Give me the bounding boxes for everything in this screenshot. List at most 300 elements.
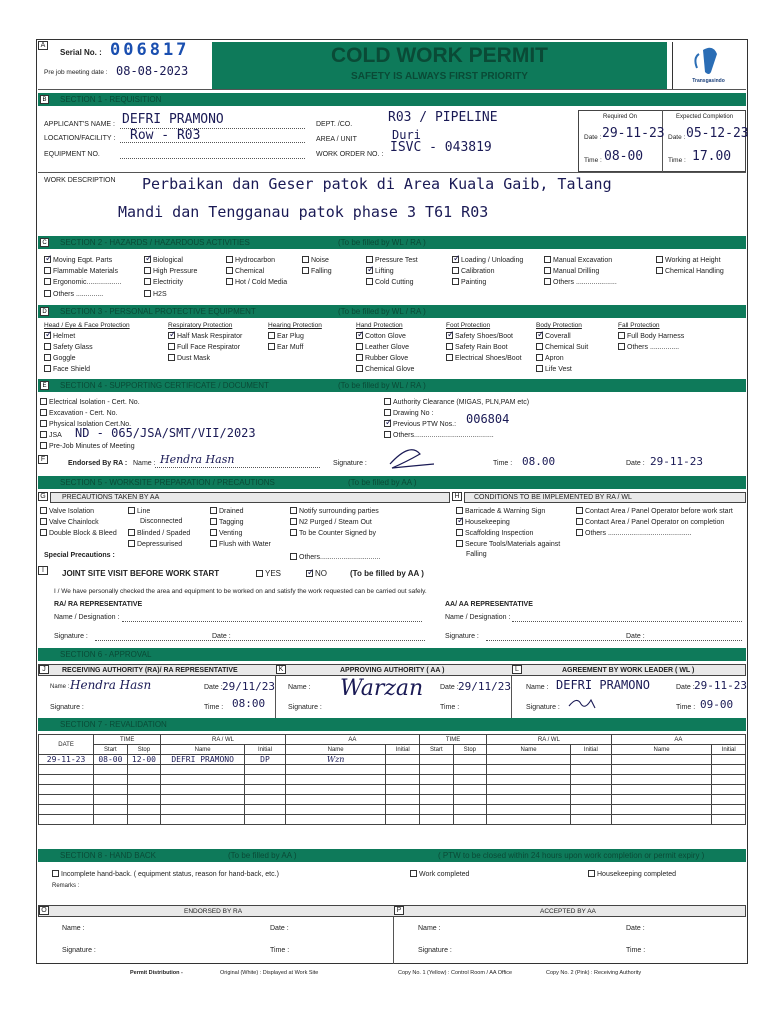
- area-label: AREA / UNIT: [316, 136, 357, 143]
- condition-item[interactable]: [576, 529, 692, 537]
- ppe-item-checkbox[interactable]: [356, 332, 363, 339]
- hazard-item-checkbox[interactable]: [366, 256, 373, 263]
- ppe-item[interactable]: [446, 343, 508, 351]
- hazard-item-checkbox[interactable]: [452, 267, 459, 274]
- hazard-item-label: Others .....................: [553, 279, 617, 286]
- hazard-item-checkbox[interactable]: [226, 267, 233, 274]
- doc-item-checkbox[interactable]: [40, 409, 47, 416]
- doc-item[interactable]: [384, 398, 529, 406]
- precaution-item-checkbox[interactable]: [290, 553, 297, 560]
- precaution-item-checkbox[interactable]: [128, 529, 135, 536]
- letter-c: C: [40, 238, 49, 247]
- section7-title: SECTION 7 - REVALIDATION: [60, 720, 167, 729]
- ppe-item-checkbox[interactable]: [356, 354, 363, 361]
- condition-item-label: Others ...........................................: [585, 530, 692, 537]
- hazard-item[interactable]: [44, 256, 112, 264]
- hazard-item-checkbox[interactable]: [144, 290, 151, 297]
- ppe-item[interactable]: [536, 343, 588, 351]
- equipment-label: EQUIPMENT NO.: [44, 151, 100, 158]
- hazard-item-checkbox[interactable]: [302, 256, 309, 263]
- doc-item-label: Authority Clearance (MIGAS, PLN,PAM etc): [393, 399, 530, 406]
- rev-cell: [386, 775, 420, 785]
- work-desc-label: WORK DESCRIPTION: [44, 177, 116, 184]
- ppe-item[interactable]: [268, 343, 303, 351]
- hazard-item-label: Loading / Unloading: [461, 257, 524, 264]
- rev-cell: [570, 765, 611, 775]
- condition-item[interactable]: [456, 507, 545, 515]
- ppe-item-checkbox[interactable]: [536, 365, 543, 372]
- hazard-item-label: Lifting: [375, 268, 394, 275]
- exp-time-label: Time :: [668, 157, 686, 164]
- work-completed-option[interactable]: [410, 870, 469, 878]
- logo-text: Transgasindo: [692, 78, 725, 84]
- section2-bar: [38, 236, 746, 249]
- hazard-item[interactable]: [452, 256, 523, 264]
- hazard-item[interactable]: [656, 256, 721, 264]
- housekeeping-checkbox[interactable]: [588, 870, 595, 877]
- precaution-item-checkbox[interactable]: [210, 507, 217, 514]
- precaution-item-checkbox[interactable]: [290, 507, 297, 514]
- hazard-item[interactable]: [44, 278, 121, 286]
- ppe-item[interactable]: [44, 332, 75, 340]
- ac-time-label: Time :: [626, 947, 646, 954]
- hazard-item[interactable]: [366, 267, 394, 275]
- rev-cell: [39, 795, 94, 805]
- rev-cell: [453, 815, 487, 825]
- req-time-label: Time :: [584, 157, 602, 164]
- ppe-item-checkbox[interactable]: [536, 332, 543, 339]
- rev-col-head: Stop: [453, 745, 487, 755]
- precaution-item[interactable]: [290, 518, 372, 526]
- hazard-item-checkbox[interactable]: [302, 267, 309, 274]
- applicant-value: DEFRI PRAMONO: [122, 112, 224, 127]
- wl-signature-icon: [566, 696, 598, 712]
- hazard-item[interactable]: [544, 256, 612, 264]
- ppe-item-checkbox[interactable]: [44, 365, 51, 372]
- ac-date-label: Date :: [626, 925, 645, 932]
- hazard-item-checkbox[interactable]: [144, 267, 151, 274]
- work-completed-checkbox[interactable]: [410, 870, 417, 877]
- remarks-label: Remarks :: [52, 883, 80, 889]
- ppe-item[interactable]: [268, 332, 304, 340]
- req-time-value: 08-00: [604, 149, 644, 164]
- precaution-item[interactable]: [128, 507, 150, 515]
- rev-time-head: TIME: [420, 735, 487, 745]
- condition-item-checkbox[interactable]: [576, 507, 583, 514]
- hazard-item-checkbox[interactable]: [144, 256, 151, 263]
- endorsed-date-label: Date :: [626, 460, 645, 467]
- hazard-item[interactable]: [452, 278, 486, 286]
- rev-cell: [285, 775, 386, 785]
- hazard-item-checkbox[interactable]: [544, 278, 551, 285]
- condition-item-checkbox[interactable]: [456, 518, 463, 525]
- required-divider: [662, 110, 663, 172]
- ppe-group-head: Head / Eye & Face Protection: [44, 322, 130, 329]
- doc-item[interactable]: [40, 431, 62, 439]
- rev-cell: [285, 785, 386, 795]
- hazard-item[interactable]: [226, 278, 287, 286]
- ppe-item-label: Life Vest: [545, 366, 572, 373]
- hazard-item[interactable]: [302, 256, 329, 264]
- no-option[interactable]: [306, 569, 327, 578]
- precaution-item[interactable]: [40, 507, 94, 515]
- rev-cell: [453, 795, 487, 805]
- ppe-item[interactable]: [536, 354, 564, 362]
- precaution-item-checkbox[interactable]: [40, 529, 47, 536]
- hazard-item[interactable]: [366, 256, 418, 264]
- hazard-item-checkbox[interactable]: [452, 256, 459, 263]
- section5-note: (To be filled by AA ): [348, 478, 417, 487]
- yes-checkbox[interactable]: [256, 570, 263, 577]
- ppe-item-checkbox[interactable]: [268, 343, 275, 350]
- rev-cell: [386, 765, 420, 775]
- ppe-item-label: Goggle: [53, 355, 76, 362]
- precaution-item[interactable]: [210, 507, 244, 515]
- ppe-item[interactable]: [536, 365, 572, 373]
- hazard-item-checkbox[interactable]: [452, 278, 459, 285]
- k-title: APPROVING AUTHORITY ( AA ): [340, 667, 445, 674]
- precaution-item-checkbox[interactable]: [210, 529, 217, 536]
- ppe-item-label: Electrical Shoes/Boot: [455, 355, 522, 362]
- ra-sig-label: Signature :: [54, 633, 88, 640]
- no-checkbox[interactable]: [306, 570, 313, 577]
- aa-date-label: Date :: [440, 684, 459, 691]
- aa-date: 29/11/23: [458, 680, 511, 693]
- rev-cell: [386, 815, 420, 825]
- hazard-item-label: Pressure Test: [375, 257, 418, 264]
- doc-item-checkbox[interactable]: [384, 409, 391, 416]
- precaution-item-checkbox[interactable]: [290, 518, 297, 525]
- ho-sig-label: Signature :: [62, 947, 96, 954]
- ppe-item-checkbox[interactable]: [168, 354, 175, 361]
- rev-cell: [245, 805, 286, 815]
- handback-header: [38, 905, 746, 917]
- hazard-item-checkbox[interactable]: [656, 267, 663, 274]
- precaution-item[interactable]: [210, 529, 242, 537]
- doc-item-checkbox[interactable]: [40, 442, 47, 449]
- doc-item-checkbox[interactable]: [384, 398, 391, 405]
- hazard-item-checkbox[interactable]: [44, 256, 51, 263]
- rev-cell: [420, 765, 454, 775]
- rev-cell: [161, 795, 245, 805]
- ppe-item-checkbox[interactable]: [356, 365, 363, 372]
- rev-cell: [420, 775, 454, 785]
- condition-item-label: Housekeeping: [465, 519, 510, 526]
- condition-item-checkbox[interactable]: [576, 518, 583, 525]
- ppe-item[interactable]: [356, 354, 408, 362]
- ra-sig-line: [95, 640, 425, 641]
- condition-item-checkbox[interactable]: [456, 529, 463, 536]
- ppe-item-checkbox[interactable]: [446, 343, 453, 350]
- rev-cell: 12-00: [127, 755, 161, 765]
- hazard-item-checkbox[interactable]: [544, 256, 551, 263]
- precaution-item-checkbox[interactable]: [210, 540, 217, 547]
- section6-bar: [38, 648, 746, 661]
- condition-item-checkbox[interactable]: [576, 529, 583, 536]
- rev-cell: [285, 805, 386, 815]
- letter-o: O: [39, 906, 49, 915]
- ppe-item[interactable]: [44, 343, 93, 351]
- dept-label: DEPT. /CO.: [316, 121, 353, 128]
- applicant-label: APPLICANT'S NAME :: [44, 121, 115, 128]
- hazard-item[interactable]: [302, 267, 332, 275]
- condition-item[interactable]: [456, 540, 560, 548]
- hazard-item-checkbox[interactable]: [226, 278, 233, 285]
- precaution-item-label: Blinded / Spaded: [137, 530, 191, 537]
- ppe-item-checkbox[interactable]: [536, 343, 543, 350]
- incomplete-option[interactable]: [52, 870, 279, 878]
- incomplete-checkbox[interactable]: [52, 870, 59, 877]
- ppe-group-head: Foot Protection: [446, 322, 491, 329]
- ppe-item[interactable]: [618, 332, 684, 340]
- aa-time-label: Time :: [440, 704, 460, 711]
- precaution-item[interactable]: [210, 518, 244, 526]
- condition-item[interactable]: [576, 518, 724, 526]
- rev-cell: [245, 775, 286, 785]
- hazard-item-checkbox[interactable]: [44, 278, 51, 285]
- hazard-item[interactable]: [44, 290, 103, 298]
- ac-sig-label: Signature :: [418, 947, 452, 954]
- hazard-item-checkbox[interactable]: [366, 278, 373, 285]
- doc-item-label: Physical Isolation Cert.No.: [49, 421, 132, 428]
- ppe-item[interactable]: [356, 365, 414, 373]
- doc-item-checkbox[interactable]: [384, 431, 391, 438]
- hazard-item[interactable]: [144, 278, 183, 286]
- precaution-item[interactable]: [290, 507, 379, 515]
- precaution-item[interactable]: [290, 529, 376, 537]
- rev-cell: [127, 765, 161, 775]
- divider: [38, 89, 746, 90]
- hazard-item-label: Others ..............: [53, 291, 104, 298]
- transgasindo-logo-icon: [673, 42, 745, 76]
- precaution-item-checkbox[interactable]: [128, 540, 135, 547]
- letter-e: E: [40, 381, 49, 390]
- h-title: CONDITIONS TO BE IMPLEMENTED BY RA / WL: [474, 494, 632, 501]
- ppe-item-checkbox[interactable]: [168, 332, 175, 339]
- precaution-item-checkbox[interactable]: [128, 507, 135, 514]
- doc-item-label: Drawing No :: [393, 410, 434, 417]
- ppe-item-checkbox[interactable]: [618, 332, 625, 339]
- rev-cell: [611, 765, 712, 775]
- rev-time-head: TIME: [94, 735, 161, 745]
- rev-cell: [453, 765, 487, 775]
- precaution-item-checkbox[interactable]: [290, 529, 297, 536]
- hazard-item[interactable]: [44, 267, 118, 275]
- condition-item[interactable]: [456, 518, 510, 526]
- section1-bar: [38, 93, 746, 106]
- rev-col-head: Name: [161, 745, 245, 755]
- precaution-item[interactable]: [128, 529, 190, 537]
- ppe-item-checkbox[interactable]: [168, 343, 175, 350]
- precaution-item[interactable]: [40, 518, 99, 526]
- ra-rep-label: RA/ RA REPRESENTATIVE: [54, 601, 143, 608]
- wl-date: 29-11-23: [694, 679, 747, 692]
- ra-desig-line: [122, 621, 422, 622]
- hazard-item[interactable]: [144, 256, 183, 264]
- doc-item-label: Others.........................................: [393, 432, 494, 439]
- precaution-item-label: Notify surrounding parties: [299, 508, 379, 515]
- hazard-item[interactable]: [144, 267, 197, 275]
- doc-item[interactable]: [384, 431, 494, 439]
- endorsed-time: 08.00: [522, 455, 556, 468]
- rev-cell: [420, 795, 454, 805]
- ppe-item[interactable]: [446, 332, 513, 340]
- condition-item-checkbox[interactable]: [456, 507, 463, 514]
- hazard-item-label: Cold Cutting: [375, 279, 414, 286]
- rev-cell: [611, 775, 712, 785]
- hazard-item[interactable]: [366, 278, 414, 286]
- condition-item-label: Barricade & Warning Sign: [465, 508, 546, 515]
- precaution-item-checkbox[interactable]: [40, 507, 47, 514]
- ptw-note: ( PTW to be closed within 24 hours upon work completion or permit expiry ): [438, 851, 705, 860]
- ppe-item[interactable]: [44, 354, 76, 362]
- ppe-item-checkbox[interactable]: [618, 343, 625, 350]
- hazard-item[interactable]: [226, 256, 275, 264]
- hazard-item-label: Chemical: [235, 268, 265, 275]
- ppe-item[interactable]: [356, 332, 406, 340]
- hazard-item-label: H2S: [153, 291, 167, 298]
- ppe-item[interactable]: [356, 343, 409, 351]
- condition-item-checkbox[interactable]: [456, 540, 463, 547]
- precaution-item[interactable]: [210, 540, 271, 548]
- rev-cell: [94, 815, 128, 825]
- housekeeping-option[interactable]: [588, 870, 676, 878]
- ppe-item[interactable]: [168, 354, 210, 362]
- rev-cell: [161, 775, 245, 785]
- rev-cell: [39, 785, 94, 795]
- ppe-item-checkbox[interactable]: [44, 343, 51, 350]
- letter-l: L: [512, 665, 522, 674]
- rev-cell: [611, 795, 712, 805]
- ppe-item-checkbox[interactable]: [446, 354, 453, 361]
- ppe-group-head: Body Protection: [536, 322, 582, 329]
- hazard-item-label: Manual Drilling: [553, 268, 600, 275]
- rev-cell: [386, 755, 420, 765]
- joint-visit-label: JOINT SITE VISIT BEFORE WORK START: [62, 569, 220, 578]
- doc-item[interactable]: [384, 409, 433, 417]
- hazard-item[interactable]: [544, 278, 617, 286]
- wl-name-label: Name :: [526, 684, 549, 691]
- rev-cell: [127, 785, 161, 795]
- rev-cell: [285, 765, 386, 775]
- location-line: [120, 142, 305, 143]
- ppe-item[interactable]: [446, 354, 522, 362]
- section3-title: SECTION 3 - PERSONAL PROTECTIVE EQUIPMENT: [60, 307, 256, 316]
- work-completed-label: Work completed: [419, 871, 470, 878]
- aa-date-label: Date :: [626, 633, 645, 640]
- endorsed-sig-label: Signature :: [333, 460, 367, 467]
- doc-item-checkbox[interactable]: [40, 398, 47, 405]
- ppe-item-checkbox[interactable]: [356, 343, 363, 350]
- ppe-item[interactable]: [44, 365, 90, 373]
- rev-cell: [570, 795, 611, 805]
- exp-date-label: Date :: [668, 134, 686, 141]
- precaution-item[interactable]: [128, 540, 182, 548]
- hazard-item-checkbox[interactable]: [226, 256, 233, 263]
- rev-cell: [712, 785, 746, 795]
- condition-item[interactable]: [456, 529, 533, 537]
- ppe-item-label: Chemical Glove: [365, 366, 415, 373]
- precaution-item-checkbox[interactable]: [210, 518, 217, 525]
- ppe-item-checkbox[interactable]: [44, 332, 51, 339]
- ppe-item-label: Half Mask Respirator: [177, 333, 243, 340]
- ra-time-label: Time :: [204, 704, 224, 711]
- ac-name-label: Name :: [418, 925, 441, 932]
- hazard-item-checkbox[interactable]: [144, 278, 151, 285]
- yes-option[interactable]: [256, 569, 281, 578]
- section1-title: SECTION 1 - REQUISITION: [60, 95, 162, 104]
- hazard-item-label: Working at Height: [665, 257, 721, 264]
- rev-col-head: Stop: [127, 745, 161, 755]
- ppe-item[interactable]: [618, 343, 679, 351]
- ppe-item-checkbox[interactable]: [446, 332, 453, 339]
- letter-f: F: [38, 455, 48, 464]
- required-on-label: Required On: [603, 114, 638, 120]
- hazard-item-label: Ergonomic..................: [53, 279, 122, 286]
- section8-title: SECTION 8 - HAND BACK: [60, 851, 157, 860]
- doc-item[interactable]: [40, 442, 135, 450]
- section3-bar: [38, 305, 746, 318]
- hazard-item-checkbox[interactable]: [544, 267, 551, 274]
- ppe-item[interactable]: [168, 332, 242, 340]
- ppe-group-head: Fall Protection: [618, 322, 660, 329]
- hazard-item[interactable]: [452, 267, 494, 275]
- hazard-item-checkbox[interactable]: [44, 290, 51, 297]
- wl-time: 09-00: [700, 698, 734, 711]
- dist-label: Permit Distribution -: [130, 970, 183, 976]
- ppe-item[interactable]: [168, 343, 240, 351]
- precaution-item[interactable]: [40, 529, 117, 537]
- hazard-item-checkbox[interactable]: [656, 256, 663, 263]
- hazard-item[interactable]: [544, 267, 599, 275]
- doc-item-checkbox[interactable]: [40, 431, 47, 438]
- exp-date-value: 05-12-23: [686, 126, 749, 141]
- hazard-item[interactable]: [226, 267, 264, 275]
- ppe-group-head: Hearing Protection: [268, 322, 322, 329]
- dist-copy2: Copy No. 2 (Pink) : Receiving Authority: [546, 970, 642, 976]
- condition-item[interactable]: [576, 507, 733, 515]
- precaution-item[interactable]: [290, 553, 380, 561]
- dist-original: Original (White) : Displayed at Work Site: [220, 970, 319, 976]
- rev-cell: [39, 775, 94, 785]
- ppe-item-label: Chemical Suit: [545, 344, 589, 351]
- hazard-item-checkbox[interactable]: [366, 267, 373, 274]
- ppe-item-checkbox[interactable]: [268, 332, 275, 339]
- ppe-item-checkbox[interactable]: [536, 354, 543, 361]
- hazard-item[interactable]: [656, 267, 724, 275]
- doc-item-checkbox[interactable]: [384, 420, 391, 427]
- precaution-item-checkbox[interactable]: [40, 518, 47, 525]
- letter-p: P: [394, 906, 404, 915]
- doc-item[interactable]: [40, 398, 140, 406]
- hazard-item-checkbox[interactable]: [44, 267, 51, 274]
- precaution-item-label: Depressurised: [137, 541, 183, 548]
- doc-item[interactable]: [384, 420, 456, 428]
- ppe-item-label: Safety Glass: [53, 344, 93, 351]
- hazard-item-label: Hot / Cold Media: [235, 279, 288, 286]
- ppe-item-checkbox[interactable]: [44, 354, 51, 361]
- rev-cell: [127, 795, 161, 805]
- rev-rawl-head: RA / WL: [487, 735, 612, 745]
- doc-item-checkbox[interactable]: [40, 420, 47, 427]
- doc-item[interactable]: [40, 409, 117, 417]
- ppe-item[interactable]: [536, 332, 571, 340]
- hazard-item[interactable]: [144, 290, 167, 298]
- rev-cell: [39, 805, 94, 815]
- rev-cell: [94, 805, 128, 815]
- rev-cell: [453, 785, 487, 795]
- rev-cell: [94, 795, 128, 805]
